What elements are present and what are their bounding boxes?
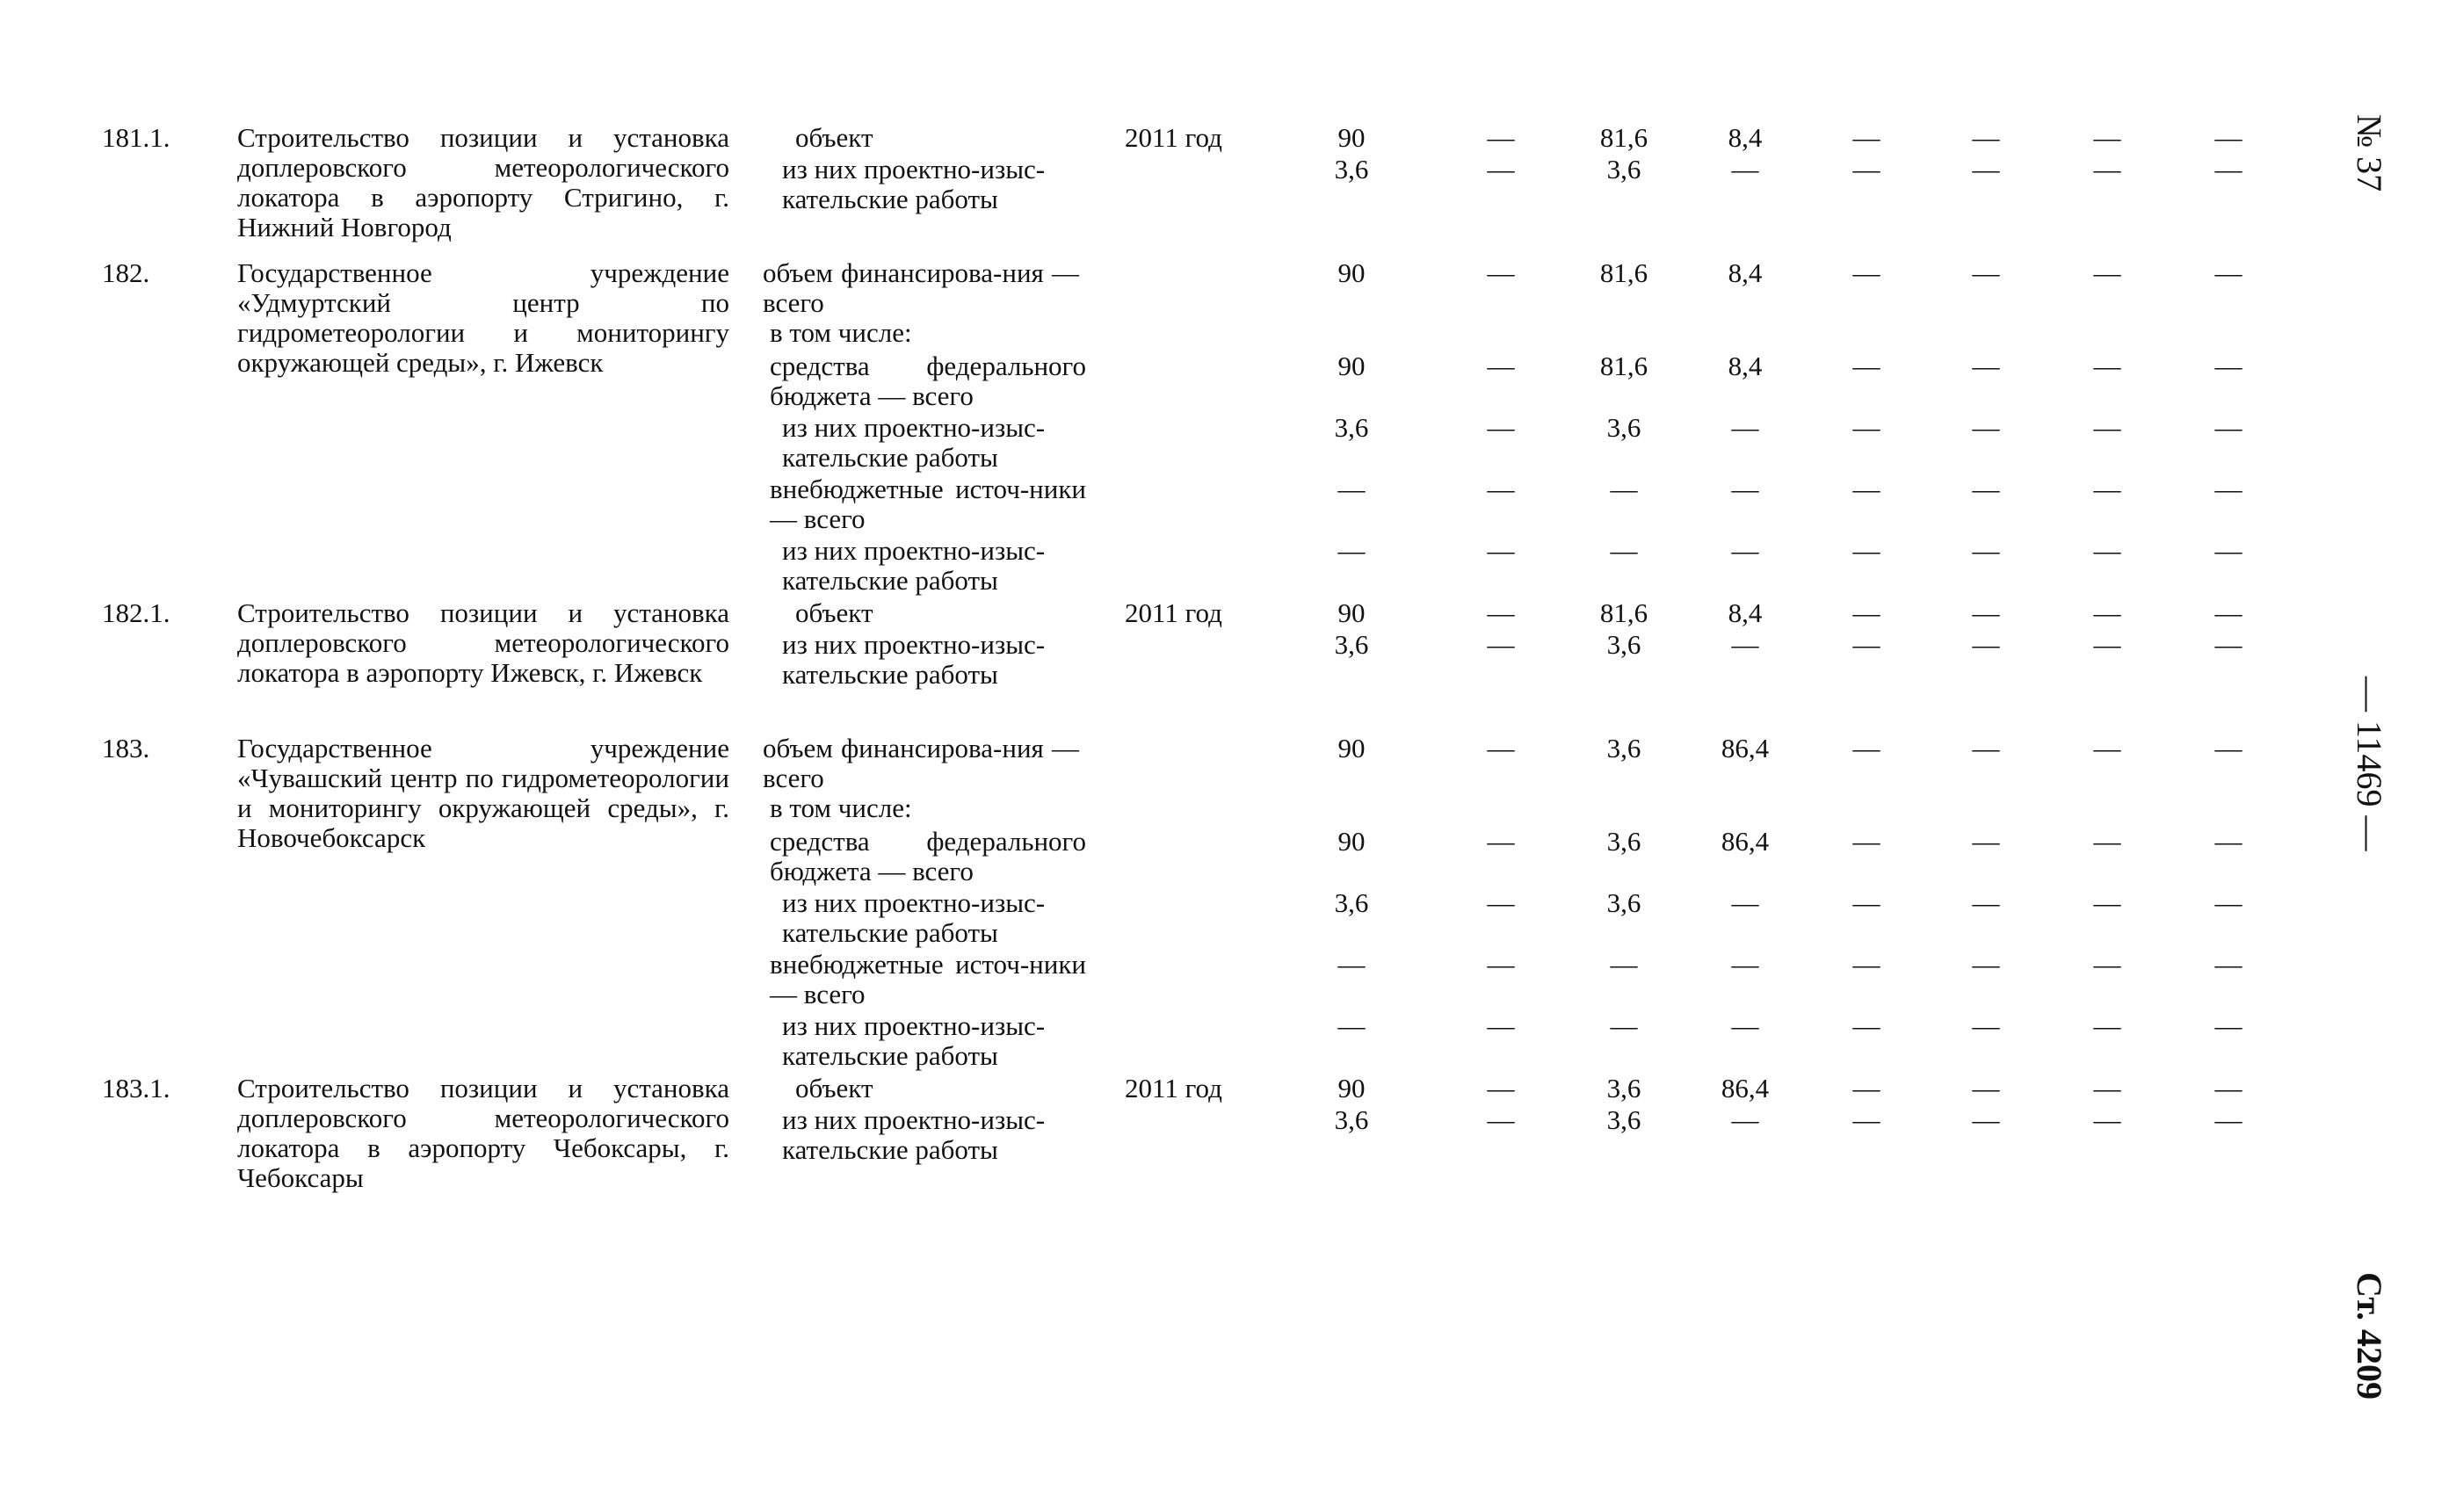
value-cell: — [2093, 629, 2121, 660]
value-cell: — [2214, 351, 2243, 381]
value-cell: — [1487, 154, 1515, 184]
value-cell: — [2214, 1010, 2243, 1041]
value-cell: — [1487, 412, 1515, 443]
row-label: средства федерального бюджета — всего [770, 826, 1086, 886]
value-cell: — [2214, 535, 2243, 566]
value-cell: — [1972, 535, 2000, 566]
value-cell: 3,6 [1334, 412, 1369, 443]
value-cell: — [2214, 154, 2243, 184]
value-cell: — [2093, 1073, 2121, 1103]
value-cell: — [1487, 629, 1515, 660]
value-cell: 3,6 [1334, 629, 1369, 660]
row-description: Строительство позиции и установка доплеровского метеорологического локатора в аэропорту Чебоксары, г. Чебоксары [237, 1073, 729, 1193]
value-cell: — [1731, 474, 1759, 504]
value-cell: — [1852, 1073, 1880, 1103]
row-label: в том числе: [770, 317, 912, 348]
row-description: Государственное учреждение «Удмуртский центр по гидрометеорологии и мониторингу окружающей среды», г. Ижевск [237, 257, 729, 378]
value-cell: — [1852, 597, 1880, 628]
value-cell: — [1852, 887, 1880, 918]
row-label: объект [795, 122, 873, 153]
value-cell: — [2093, 1010, 2121, 1041]
value-cell: 8,4 [1728, 122, 1763, 153]
value-cell: — [1487, 351, 1515, 381]
row-label: объект [795, 1073, 873, 1103]
issue-number: № 37 [2350, 114, 2389, 192]
value-cell: — [1731, 887, 1759, 918]
term: 2011 год [1125, 122, 1222, 153]
value-cell: — [1852, 535, 1880, 566]
value-cell: — [1731, 154, 1759, 184]
value-cell: — [1852, 733, 1880, 763]
value-cell: — [1337, 949, 1366, 980]
value-cell: 90 [1337, 351, 1366, 381]
value-cell: — [1487, 535, 1515, 566]
value-cell: — [2093, 257, 2121, 288]
value-cell: — [2214, 1104, 2243, 1135]
value-cell: — [1337, 1010, 1366, 1041]
value-cell: — [1972, 597, 2000, 628]
value-cell: — [2093, 474, 2121, 504]
page-sequence-number: — 11469 — [2350, 676, 2389, 851]
value-cell: — [2214, 122, 2243, 153]
value-cell: 3,6 [1334, 887, 1369, 918]
value-cell: — [1852, 1010, 1880, 1041]
row-label: из них проектно-изыс-кательские работы [782, 1104, 1046, 1165]
value-cell: 81,6 [1599, 122, 1648, 153]
value-cell: — [1852, 629, 1880, 660]
value-cell: — [1487, 733, 1515, 763]
value-cell: 3,6 [1606, 412, 1641, 443]
value-cell: — [2214, 1073, 2243, 1103]
row-label: из них проектно-изыс-кательские работы [782, 412, 1046, 473]
value-cell: 3,6 [1606, 826, 1641, 857]
value-cell: — [1972, 122, 2000, 153]
value-cell: — [1487, 826, 1515, 857]
value-cell: 90 [1337, 122, 1366, 153]
row-label: объект [795, 597, 873, 628]
article-number: Ст. 4209 [2350, 1272, 2389, 1400]
term: 2011 год [1125, 1073, 1222, 1103]
value-cell: — [1972, 257, 2000, 288]
row-label: из них проектно-изыс-кательские работы [782, 535, 1046, 596]
value-cell: 3,6 [1334, 154, 1369, 184]
row-number: 183.1. [102, 1073, 170, 1103]
value-cell: — [1731, 1010, 1759, 1041]
value-cell: — [1487, 1073, 1515, 1103]
row-description: Строительство позиции и установка доплеровского метеорологического локатора в аэропорту Ижевск, г. Ижевск [237, 597, 729, 688]
value-cell: — [1487, 474, 1515, 504]
value-cell: — [2093, 597, 2121, 628]
row-label: объем финансирова-ния — всего [763, 257, 1079, 318]
row-number: 181.1. [102, 122, 170, 153]
value-cell: — [2093, 154, 2121, 184]
value-cell: — [2214, 629, 2243, 660]
value-cell: 8,4 [1728, 351, 1763, 381]
value-cell: — [1487, 1010, 1515, 1041]
value-cell: 86,4 [1721, 826, 1770, 857]
row-label: из них проектно-изыс-кательские работы [782, 1010, 1046, 1071]
value-cell: 90 [1337, 733, 1366, 763]
value-cell: 3,6 [1606, 154, 1641, 184]
value-cell: — [1852, 351, 1880, 381]
value-cell: 90 [1337, 826, 1366, 857]
row-label: средства федерального бюджета — всего [770, 351, 1086, 411]
value-cell: — [1610, 474, 1638, 504]
value-cell: — [1852, 949, 1880, 980]
value-cell: — [2214, 257, 2243, 288]
value-cell: — [1972, 154, 2000, 184]
value-cell: 8,4 [1728, 597, 1763, 628]
row-description: Строительство позиции и установка доплеровского метеорологического локатора в аэропорту Стригино, г. Нижний Новгород [237, 122, 729, 242]
value-cell: — [1852, 257, 1880, 288]
value-cell: — [2093, 826, 2121, 857]
value-cell: — [1337, 474, 1366, 504]
value-cell: — [1610, 949, 1638, 980]
value-cell: — [2214, 887, 2243, 918]
value-cell: — [1487, 122, 1515, 153]
value-cell: — [1731, 1104, 1759, 1135]
value-cell: — [1852, 1104, 1880, 1135]
row-label: из них проектно-изыс-кательские работы [782, 629, 1046, 690]
value-cell: — [1972, 351, 2000, 381]
value-cell: 86,4 [1721, 1073, 1770, 1103]
row-label: в том числе: [770, 792, 912, 823]
value-cell: — [1852, 412, 1880, 443]
value-cell: 90 [1337, 597, 1366, 628]
row-number: 182.1. [102, 597, 170, 628]
value-cell: — [1852, 154, 1880, 184]
value-cell: — [1972, 629, 2000, 660]
value-cell: — [2214, 826, 2243, 857]
value-cell: — [1487, 1104, 1515, 1135]
term: 2011 год [1125, 597, 1222, 628]
value-cell: 3,6 [1606, 1073, 1641, 1103]
value-cell: — [1972, 1010, 2000, 1041]
value-cell: — [1972, 1104, 2000, 1135]
value-cell: — [1972, 887, 2000, 918]
row-label: из них проектно-изыс-кательские работы [782, 154, 1046, 214]
value-cell: — [2214, 949, 2243, 980]
row-description: Государственное учреждение «Чувашский центр по гидрометеорологии и мониторингу окружающей среды», г. Новочебоксарск [237, 733, 729, 853]
row-label: объем финансирова-ния — всего [763, 733, 1079, 793]
value-cell: — [1487, 887, 1515, 918]
value-cell: 3,6 [1606, 887, 1641, 918]
value-cell: — [1972, 412, 2000, 443]
value-cell: 3,6 [1334, 1104, 1369, 1135]
value-cell: 86,4 [1721, 733, 1770, 763]
value-cell: — [2214, 733, 2243, 763]
value-cell: — [1852, 122, 1880, 153]
value-cell: 3,6 [1606, 629, 1641, 660]
value-cell: 90 [1337, 1073, 1366, 1103]
row-number: 183. [102, 733, 150, 763]
row-label: внебюджетные источ-ники — всего [770, 474, 1086, 534]
value-cell: — [1972, 733, 2000, 763]
value-cell: — [2093, 412, 2121, 443]
value-cell: — [1487, 597, 1515, 628]
value-cell: — [1731, 412, 1759, 443]
value-cell: 81,6 [1599, 351, 1648, 381]
value-cell: — [2093, 887, 2121, 918]
value-cell: — [1610, 1010, 1638, 1041]
value-cell: — [1972, 474, 2000, 504]
value-cell: — [1972, 949, 2000, 980]
value-cell: 8,4 [1728, 257, 1763, 288]
value-cell: — [2093, 122, 2121, 153]
row-number: 182. [102, 257, 150, 288]
value-cell: — [1731, 949, 1759, 980]
value-cell: — [1731, 629, 1759, 660]
value-cell: — [2093, 535, 2121, 566]
value-cell: — [2214, 597, 2243, 628]
value-cell: 3,6 [1606, 733, 1641, 763]
value-cell: — [1972, 1073, 2000, 1103]
value-cell: — [2214, 474, 2243, 504]
value-cell: — [1852, 474, 1880, 504]
value-cell: — [2214, 412, 2243, 443]
row-label: внебюджетные источ-ники — всего [770, 949, 1086, 1009]
value-cell: — [2093, 1104, 2121, 1135]
value-cell: — [1731, 535, 1759, 566]
row-label: из них проектно-изыс-кательские работы [782, 887, 1046, 948]
value-cell: — [2093, 351, 2121, 381]
value-cell: 81,6 [1599, 257, 1648, 288]
value-cell: — [2093, 949, 2121, 980]
value-cell: 3,6 [1606, 1104, 1641, 1135]
value-cell: 81,6 [1599, 597, 1648, 628]
value-cell: 90 [1337, 257, 1366, 288]
value-cell: — [1487, 257, 1515, 288]
value-cell: — [1852, 826, 1880, 857]
value-cell: — [1972, 826, 2000, 857]
value-cell: — [1337, 535, 1366, 566]
value-cell: — [1610, 535, 1638, 566]
value-cell: — [2093, 733, 2121, 763]
value-cell: — [1487, 949, 1515, 980]
